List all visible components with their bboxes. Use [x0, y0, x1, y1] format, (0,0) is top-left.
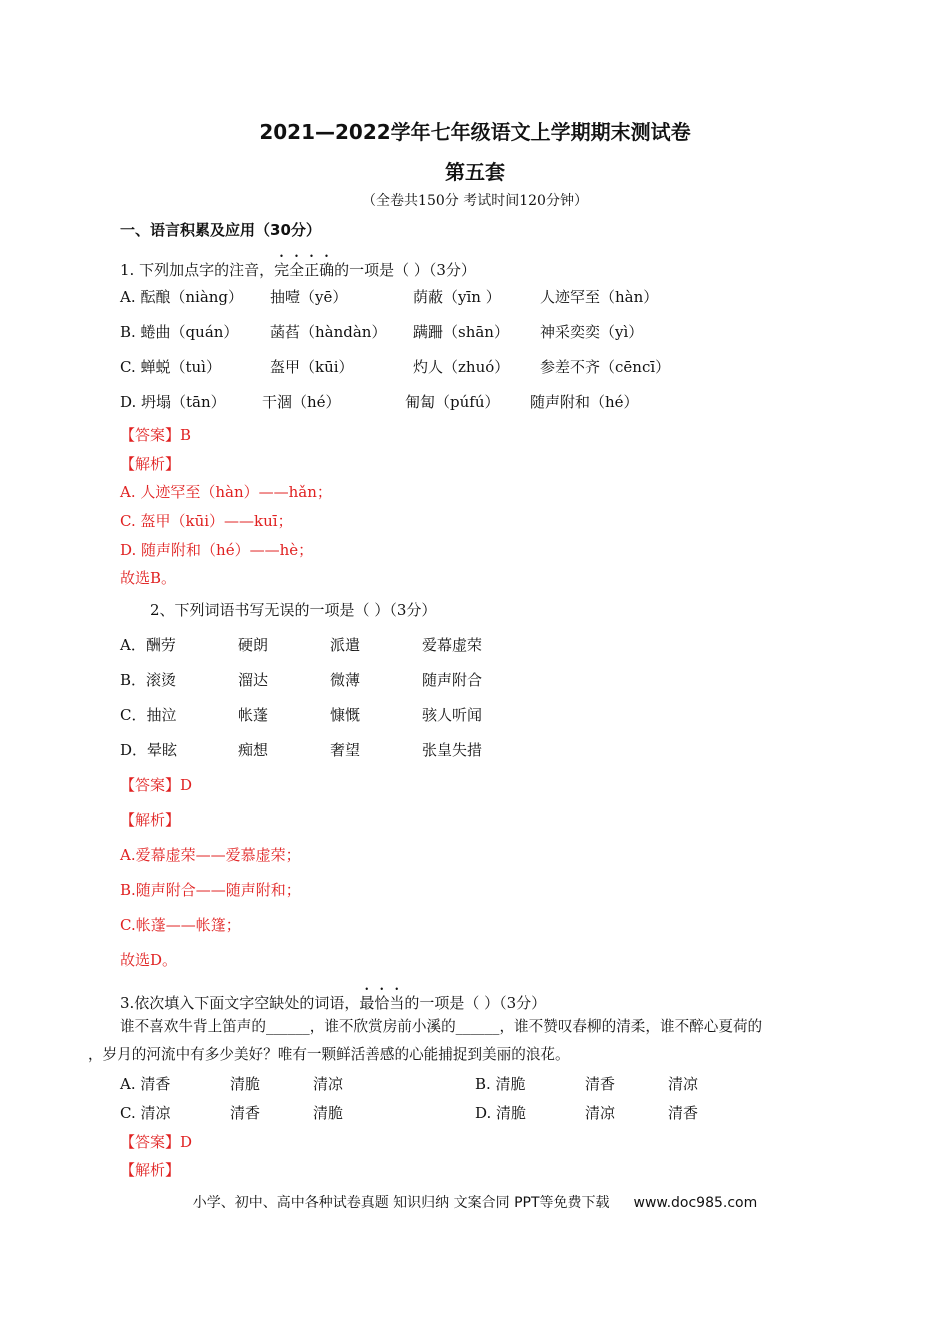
q3-option-a1: A. 清香 — [120, 1075, 171, 1093]
q1-option-b4: 神采奕奕（yì） — [540, 323, 644, 341]
q2-option-a2: 硬朗 — [238, 636, 269, 654]
q1-option-c3: 灼人（zhuó） — [413, 358, 510, 376]
q3-stem-post: 的一项是（ ）（3分） — [404, 994, 547, 1012]
q1-analysis-2: C. 盔甲（kūi）——kuī； — [120, 512, 293, 530]
q2-analysis-label: 【解析】 — [120, 811, 181, 829]
q1-conclusion: 故选B。 — [120, 569, 177, 587]
q1-answer: 【答案】B — [120, 426, 192, 444]
q2-option-a4: 爱幕虚荣 — [422, 636, 483, 654]
q1-option-b2: 菡萏（hàndàn） — [270, 323, 387, 341]
q1-stem — [120, 252, 476, 280]
q1-stem-post: 的一项是（ ）（3分） — [334, 261, 476, 279]
q3-option-c1: C. 清凉 — [120, 1104, 171, 1122]
q1-option-a4: 人迹罕至（hàn） — [540, 288, 659, 306]
q1-option-b1: B. 蜷曲（quán） — [120, 323, 239, 341]
q3-option-a3: 清凉 — [313, 1075, 344, 1093]
q3-analysis-label: 【解析】 — [120, 1161, 181, 1179]
q2-option-c4: 骇人听闻 — [422, 706, 483, 724]
footer-text: 小学、初中、高中各种试卷真题 知识归纳 文案合同 PPT等免费下载 — [192, 1195, 610, 1211]
q1-analysis-3: D. 随声附和（hé）——hè； — [120, 541, 314, 559]
q2-option-b3: 微薄 — [330, 671, 361, 689]
q2-option-b4: 随声附合 — [422, 671, 483, 689]
q1-option-b3: 蹒跚（shān） — [413, 323, 509, 341]
q2-analysis-2: B.随声附合——随声附和； — [120, 881, 301, 899]
q2-analysis-1: A.爱幕虚荣——爱慕虚荣； — [120, 846, 301, 864]
q3-option-d3: 清香 — [668, 1104, 699, 1122]
q3-answer: 【答案】D — [120, 1133, 193, 1151]
q2-option-b1: B．滚烫 — [120, 671, 177, 689]
q2-option-d4: 张皇失措 — [422, 741, 483, 759]
q3-option-d2: 清凉 — [585, 1104, 616, 1122]
q1-option-d2: 干涸（hé） — [262, 393, 341, 411]
q2-option-c3: 慷慨 — [330, 706, 361, 724]
q1-option-a3: 荫蔽（yīn ） — [413, 288, 501, 306]
page-footer — [0, 1192, 950, 1212]
q2-option-b2: 溜达 — [238, 671, 269, 689]
q3-option-c3: 清脆 — [313, 1104, 344, 1122]
q1-option-c2: 盔甲（kūi） — [270, 358, 354, 376]
exam-title: 2021—2022学年七年级语文上学期期末测试卷 — [259, 120, 691, 144]
q3-option-b3: 清凉 — [668, 1075, 699, 1093]
q1-analysis-1: A. 人迹罕至（hàn）——hǎn； — [120, 483, 332, 501]
q2-option-d2: 痴想 — [238, 741, 269, 759]
section-heading: 一、语言积累及应用（30分） — [120, 221, 321, 239]
q2-stem: 2、下列词语书写无误的一项是（ ）（3分） — [150, 601, 437, 619]
q3-stem-emphasis: 最恰当 — [359, 994, 405, 1012]
q2-option-c1: C．抽泣 — [120, 706, 177, 724]
q3-stem-pre: 3.依次填入下面文字空缺处的词语， — [120, 994, 360, 1012]
q2-option-a3: 派遣 — [330, 636, 361, 654]
q1-option-c1: C. 蝉蜕（tuì） — [120, 358, 221, 376]
q2-option-d3: 奢望 — [330, 741, 361, 759]
q2-answer: 【答案】D — [120, 776, 193, 794]
q3-option-b2: 清香 — [585, 1075, 616, 1093]
q2-analysis-3: C.帐蓬——帐篷； — [120, 916, 241, 934]
q3-option-d1: D. 清脆 — [475, 1104, 527, 1122]
q1-stem-emphasis: 完全正确 — [274, 261, 335, 279]
q1-option-d3: 匍匐（púfú） — [405, 393, 500, 411]
q3-option-c2: 清香 — [230, 1104, 261, 1122]
q3-stem — [120, 985, 546, 1013]
q3-passage-line-2: ，岁月的河流中有多少美好？唯有一颗鲜活善感的心能捕捉到美丽的浪花。 — [88, 1046, 570, 1063]
q2-option-c2: 帐蓬 — [238, 706, 269, 724]
q1-option-c4: 参差不齐（cēncī） — [540, 358, 671, 376]
q1-option-d1: D. 坍塌（tān） — [120, 393, 226, 411]
q1-option-a1: A. 酝酿（niàng） — [120, 288, 244, 306]
q2-option-a1: A．酬劳 — [120, 636, 176, 654]
q3-passage-line-1: 谁不喜欢牛背上笛声的______，谁不欣赏房前小溪的______，谁不赞叹春柳的清柔，谁不醉心夏荷的 — [120, 1018, 763, 1035]
exam-subtitle: 第五套 — [445, 160, 505, 184]
q1-stem-pre: 1. 下列加点字的注音， — [120, 261, 275, 279]
q2-option-d1: D．晕眩 — [120, 741, 178, 759]
q1-option-a2: 抽噎（yē） — [270, 288, 348, 306]
q3-option-b1: B. 清脆 — [475, 1075, 526, 1093]
exam-info: （全卷共150分 考试时间120分钟） — [362, 193, 588, 209]
footer-url[interactable]: www.doc985.com — [633, 1195, 758, 1211]
q1-analysis-label: 【解析】 — [120, 455, 181, 473]
q1-option-d4: 随声附和（hé） — [530, 393, 639, 411]
q2-conclusion: 故选D。 — [120, 951, 178, 969]
q3-option-a2: 清脆 — [230, 1075, 261, 1093]
